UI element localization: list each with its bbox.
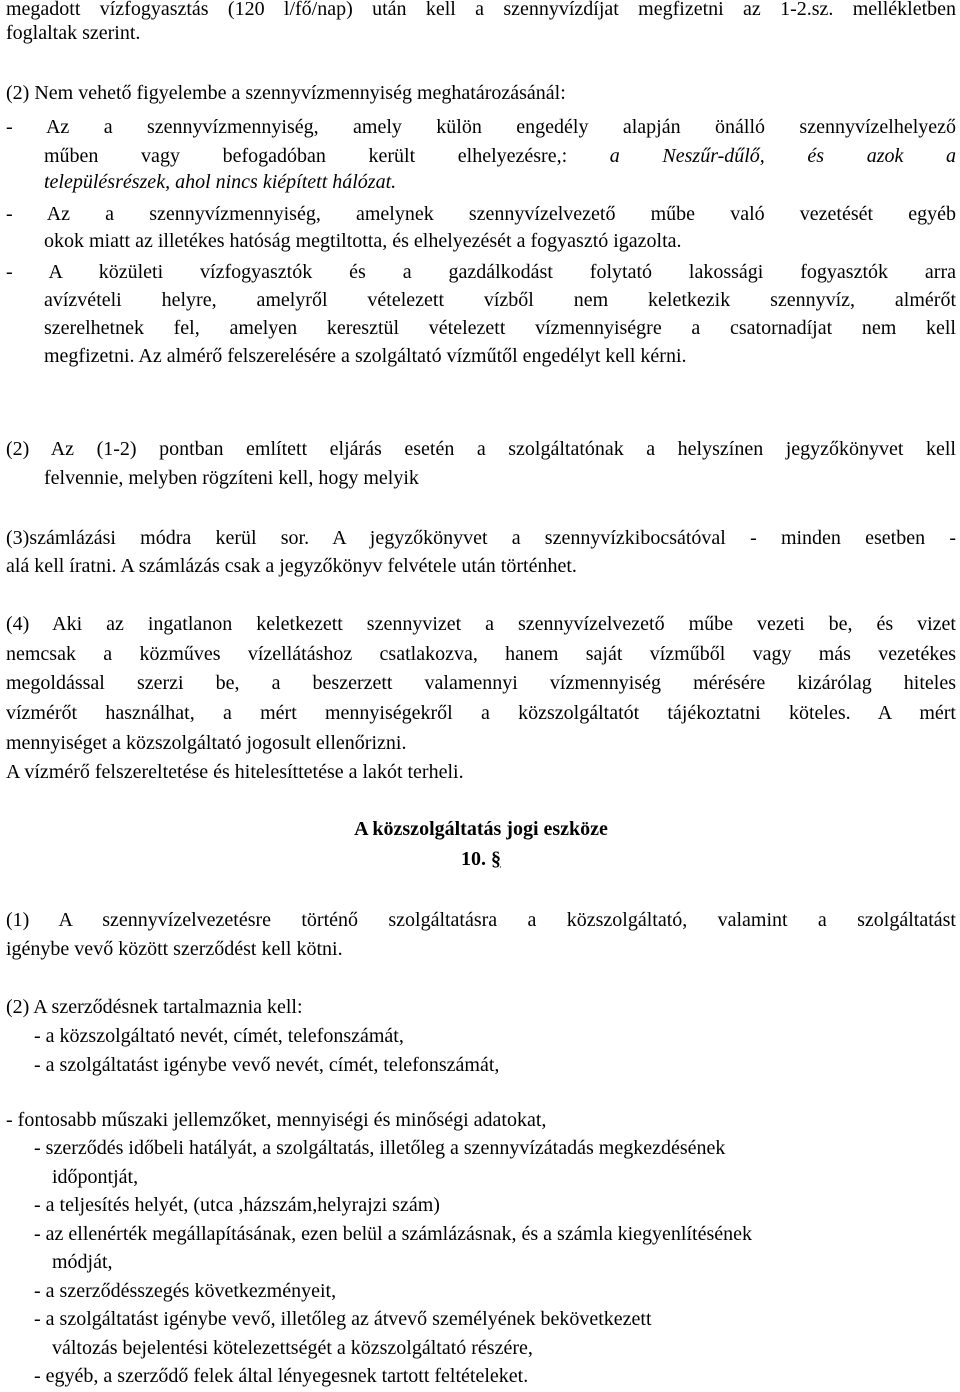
section-number — [6, 847, 956, 871]
bullet-2-line-2: okok miatt az illetékes hatóság megtiltotta, és elhelyezését a fogyasztó igazolta. — [44, 230, 682, 252]
paragraph-2-heading: (2) Nem vehető figyelembe a szennyvízmennyiség meghatározásánál: — [6, 82, 566, 104]
paragraph-4-line-5: mennyiséget a közszolgáltató jogosult ellenőrizni. — [6, 732, 407, 754]
contract-item-8-line-1: - a szolgáltatást igénybe vevő, illetőleg az átvevő személyének bekövetkezett — [34, 1308, 652, 1330]
paragraph-4-line-1: (4) Aki az ingatlanon keletkezett szennyvizet a szennyvízelvezető műbe vezeti be, és vizet — [6, 613, 956, 635]
section-sign: § — [491, 848, 501, 870]
bullet-1-line-1: - Az a szennyvízmennyiség, amely külön engedély alapján önálló szennyvízelhelyező — [6, 116, 956, 138]
intro-line-1: megadott vízfogyasztás (120 l/fő/nap) után kell a szennyvízdíjat megfizetni az 1-2.sz. mellékletben — [6, 0, 956, 20]
contract-item-8-line-2: változás bejelentési kötelezettségét a közszolgáltató részére, — [52, 1337, 533, 1359]
section-para-2-heading: (2) A szerződésnek tartalmaznia kell: — [6, 996, 303, 1018]
paragraph-2b-line-2: felvennie, melyben rögzíteni kell, hogy melyik — [44, 467, 419, 489]
paragraph-2b-line-1: (2) Az (1-2) pontban említett eljárás esetén a szolgáltatónak a helyszínen jegyzőkönyvet kell — [6, 438, 956, 460]
bullet-3-line-3: szerelhetnek fel, amelyen keresztül vételezett vízmennyiségre a csatornadíjat nem kell — [44, 317, 956, 339]
contract-item-4-line-2: időpontját, — [52, 1166, 139, 1188]
section-para-1-line-2: igénybe vevő között szerződést kell kötni. — [6, 938, 343, 960]
paragraph-3-line-2: alá kell íratni. A számlázás csak a jegyzőkönyv felvétele után történhet. — [6, 555, 577, 577]
paragraph-3-line-1: (3)számlázási módra kerül sor. A jegyzőkönyvet a szennyvízkibocsátóval - minden esetben - — [6, 527, 956, 549]
contract-item-5: - a teljesítés helyét, (utca ,házszám,helyrajzi szám) — [34, 1194, 440, 1216]
contract-item-1: - a közszolgáltató nevét, címét, telefonszámát, — [34, 1025, 404, 1047]
contract-item-3: - fontosabb műszaki jellemzőket, mennyiségi és minőségi adatokat, — [6, 1109, 547, 1131]
contract-item-6-line-1: - az ellenérték megállapításának, ezen belül a számlázásnak, és a számla kiegyenlítésének — [34, 1223, 752, 1245]
paragraph-4-line-4: vízmérőt használhat, a mért mennyiségekről a közszolgáltatót tájékoztatni köteles. A mért — [6, 702, 956, 724]
bullet-1-line-3: településrészek, ahol nincs kiépített hálózat. — [44, 171, 397, 193]
contract-item-4-line-1: - szerződés időbeli hatályát, a szolgáltatás, illetőleg a szennyvízátadás megkezdésének — [34, 1137, 726, 1159]
contract-item-6-line-2: módját, — [52, 1251, 113, 1273]
bullet-3-line-1: - A közületi vízfogyasztók és a gazdálkodást folytató lakossági fogyasztók arra — [6, 261, 956, 283]
bullet-3-line-4: megfizetni. Az almérő felszerelésére a szolgáltató vízműtől engedélyt kell kérni. — [44, 345, 687, 367]
paragraph-4-line-2: nemcsak a közműves vízellátáshoz csatlakozva, hanem saját vízműből vagy más vezetékes — [6, 643, 956, 665]
section-title: A közszolgáltatás jogi eszköze — [354, 818, 608, 840]
contract-item-7: - a szerződésszegés következményeit, — [34, 1280, 337, 1302]
contract-item-9: - egyéb, a szerződő felek által lényegesnek tartott feltételeket. — [34, 1365, 529, 1387]
bullet-1-line-2 — [44, 144, 956, 168]
section-number-text: 10. — [461, 848, 491, 870]
paragraph-4-line-3: megoldással szerzi be, a beszerzett valamennyi vízmennyiség mérésére kizárólag hiteles — [6, 672, 956, 694]
paragraph-4-line-6: A vízmérő felszereltetése és hitelesíttetése a lakót terheli. — [6, 761, 464, 783]
contract-item-2: - a szolgáltatást igénybe vevő nevét, címét, telefonszámát, — [34, 1054, 500, 1076]
intro-line-2: foglaltak szerint. — [6, 22, 141, 44]
bullet-3-line-2: avízvételi helyre, amelyről vételezett vízből nem keletkezik szennyvíz, almérőt — [44, 289, 956, 311]
bullet-2-line-1: - Az a szennyvízmennyiség, amelynek szennyvízelvezető műbe való vezetését egyéb — [6, 203, 956, 225]
section-para-1-line-1: (1) A szennyvízelvezetésre történő szolgáltatásra a közszolgáltató, valamint a szolgáltatást — [6, 909, 956, 931]
bullet-1-line-2-italic: a Neszűr-dűlő, és azok a — [609, 145, 956, 167]
bullet-1-line-2-text: műben vagy befogadóban került elhelyezésre,: — [44, 145, 610, 167]
